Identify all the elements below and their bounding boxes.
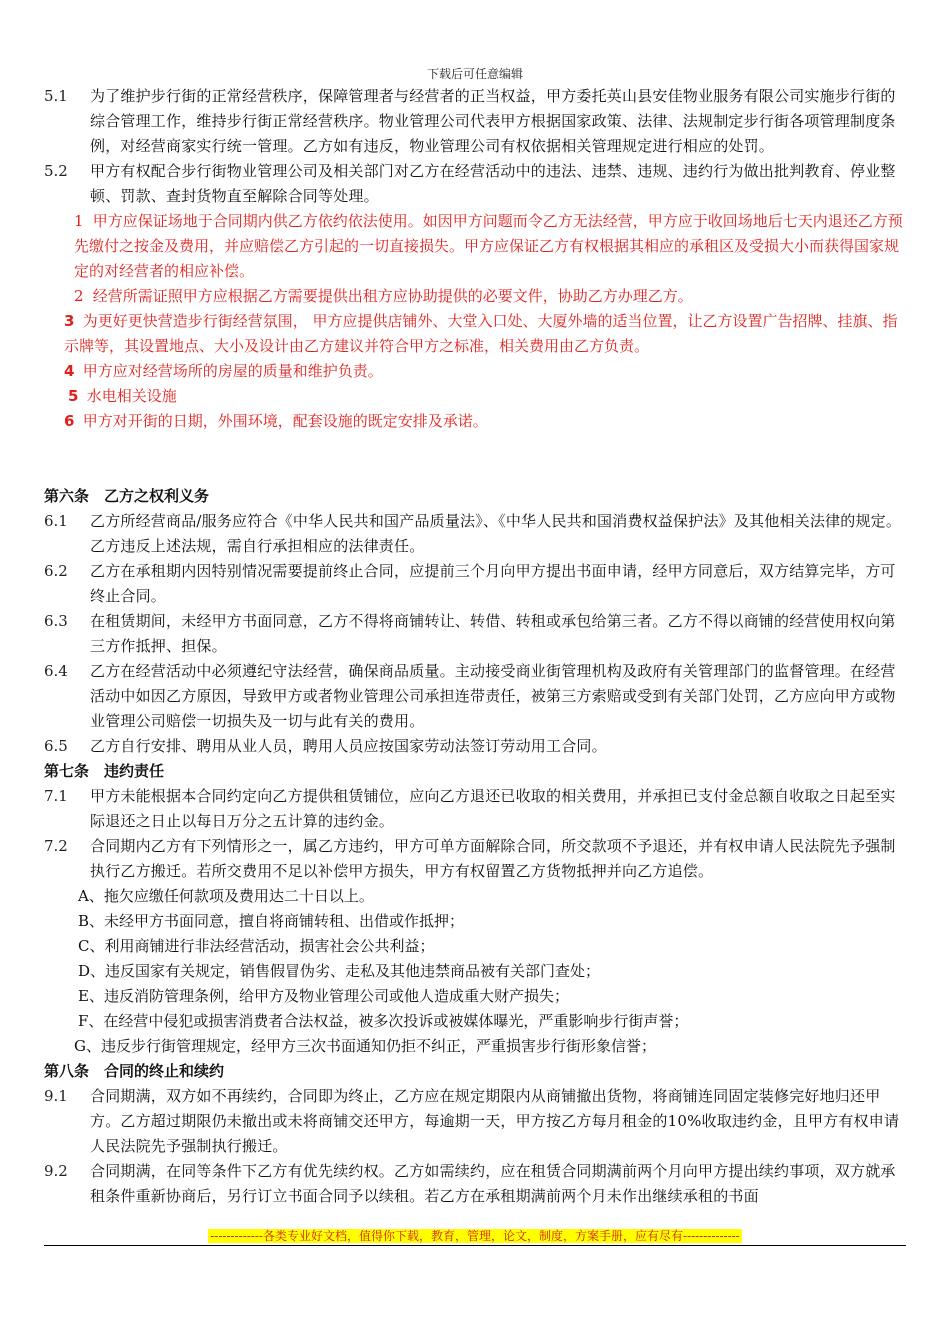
obligation-item-2: 2 经营所需证照甲方应根据乙方需要提供出租方应协助提供的必要文件，协助乙方办理乙方。 bbox=[74, 287, 693, 305]
clause-text: 甲方未能根据本合同约定向乙方提供租赁铺位，应向乙方退还已收取的相关费用，并承担已支付金总额自收取之日起至实际退还之日止以每日万分之五计算的违约金。 bbox=[90, 787, 896, 830]
clause-text: 乙方在承租期内因特别情况需要提前终止合同，应提前三个月向甲方提出书面申请，经甲方同意后，双方结算完毕，方可终止合同。 bbox=[90, 562, 896, 605]
party-a-obligations-list bbox=[64, 209, 910, 434]
clause-5-2 bbox=[44, 159, 910, 209]
obligation-item-6: 6 甲方对开街的日期，外围环境，配套设施的既定安排及承诺。 bbox=[64, 412, 488, 430]
clause-6-3 bbox=[44, 609, 910, 659]
obligation-item-5: 5 水电相关设施 bbox=[68, 387, 177, 405]
clause-number: 5.1 bbox=[44, 87, 68, 105]
section-heading-6: 第六条 乙方之权利义务 bbox=[44, 487, 210, 505]
section-gap bbox=[44, 434, 910, 484]
clause-text: 合同期内乙方有下列情形之一，属乙方违约，甲方可单方面解除合同，所交款项不予退还，并有权申请人民法院先予强制执行乙方搬迁。若所交费用不足以补偿甲方损失，甲方有权留置乙方货物抵押并向乙方追偿。 bbox=[90, 837, 896, 880]
obligation-text: 甲方应保证场地于合同期内供乙方依约依法使用。如因甲方问题而令乙方无法经营，甲方应于收回场地后七天内退还乙方预先缴付之按金及费用，并应赔偿乙方引起的一切直接损失。甲方应保证乙方有权根据其相应的承租区及受损大小而获得国家规定的对经营者的相应补偿。 bbox=[74, 212, 903, 280]
clause-6-4 bbox=[44, 659, 910, 734]
page-header-note: 下载后可任意编辑 bbox=[426, 67, 523, 81]
clause-number: 9.2 bbox=[44, 1162, 68, 1180]
clause-number: 7.1 bbox=[44, 787, 68, 805]
obligation-text: 甲方应对经营场所的房屋的质量和维护负责。 bbox=[82, 362, 383, 380]
clause-number: 6.5 bbox=[44, 737, 68, 755]
clause-number: 6.4 bbox=[44, 662, 68, 680]
clause-9-2 bbox=[44, 1159, 910, 1209]
clause-text: 乙方所经营商品/服务应符合《中华人民共和国产品质量法》、《中华人民共和国消费权益保护法》及其他相关法律的规定。乙方违反上述法规，需自行承担相应的法律责任。 bbox=[90, 512, 902, 555]
clause-number: 6.2 bbox=[44, 562, 68, 580]
clause-6-2 bbox=[44, 559, 910, 609]
obligation-text: 甲方对开街的日期，外围环境，配套设施的既定安排及承诺。 bbox=[82, 412, 488, 430]
clause-number: 5.2 bbox=[44, 162, 68, 180]
obligation-item-3: 3 为更好更快营造步行街经营氛围， 甲方应提供店铺外、大堂入口处、大厦外墙的适当位置，让乙方设置广告招牌、挂旗、指示牌等，其设置地点、大小及设计由乙方建议并符合甲方之标准，相关费用由乙方负责。 bbox=[64, 312, 898, 355]
clause-text: 合同期满，双方如不再续约，合同即为终止，乙方应在规定期限内从商铺撤出货物，将商铺连同固定装修完好地归还甲方。乙方超过期限仍未撤出或未将商铺交还甲方，每逾期一天，甲方按乙方每月租金的10%收取违约金，且甲方有权申请人民法院先予强制执行搬迁。 bbox=[90, 1087, 900, 1155]
obligation-item-4: 4 甲方应对经营场所的房屋的质量和维护负责。 bbox=[64, 362, 383, 380]
obligation-text: 水电相关设施 bbox=[86, 387, 177, 405]
clause-text: 在租赁期间，未经甲方书面同意，乙方不得将商铺转让、转借、转租或承包给第三者。乙方不得以商铺的经营使用权向第三方作抵押、担保。 bbox=[90, 612, 896, 655]
breach-item-f: F、在经营中侵犯或损害消费者合法权益，被多次投诉或被媒体曝光，严重影响步行街声誉； bbox=[78, 1012, 689, 1030]
obligation-text: 为更好更快营造步行街经营氛围， 甲方应提供店铺外、大堂入口处、大厦外墙的适当位置，让乙方设置广告招牌、挂旗、指示牌等，其设置地点、大小及设计由乙方建议并符合甲方之标准，相关费用由乙方负责。 bbox=[64, 312, 898, 355]
footer-promo-text: -------------各类专业好文档，值得你下载，教育，管理，论文，制度，方案手册，应有尽有-------------- bbox=[210, 1229, 740, 1243]
obligation-item-1: 1 甲方应保证场地于合同期内供乙方依约依法使用。如因甲方问题而令乙方无法经营，甲方应于收回场地后七天内退还乙方预先缴付之按金及费用，并应赔偿乙方引起的一切直接损失。甲方应保证乙方有权根据其相应的承租区及受损大小而获得国家规定的对经营者的相应补偿。 bbox=[74, 212, 903, 280]
clause-number: 9.1 bbox=[44, 1087, 68, 1105]
clause-9-1 bbox=[44, 1084, 910, 1159]
clause-text: 甲方有权配合步行街物业管理公司及相关部门对乙方在经营活动中的违法、违禁、违规、违约行为做出批判教育、停业整顿、罚款、查封货物直至解除合同等处理。 bbox=[90, 162, 896, 205]
clause-6-1 bbox=[44, 509, 910, 559]
clause-text: 乙方自行安排、聘用从业人员，聘用人员应按国家劳动法签订劳动用工合同。 bbox=[90, 737, 607, 755]
clause-7-2 bbox=[44, 834, 910, 884]
breach-item-d: D、违反国家有关规定，销售假冒伪劣、走私及其他违禁商品被有关部门查处； bbox=[78, 962, 601, 980]
section-heading-7: 第七条 违约责任 bbox=[44, 762, 165, 780]
breach-item-a: A、拖欠应缴任何款项及费用达二十日以上。 bbox=[78, 887, 374, 905]
clause-text: 乙方在经营活动中必须遵纪守法经营，确保商品质量。主动接受商业街管理机构及政府有关管理部门的监督管理。在经营活动中如因乙方原因，导致甲方或者物业管理公司承担连带责任，被第三方索赔或受到有关部门处罚，乙方应向甲方或物业管理公司赔偿一切损失及一切与此有关的费用。 bbox=[90, 662, 896, 730]
footer-promo-banner bbox=[0, 1229, 950, 1243]
footer-divider bbox=[44, 1245, 906, 1246]
clause-number: 6.1 bbox=[44, 512, 68, 530]
breach-item-b: B、未经甲方书面同意，擅自将商铺转租、出借或作抵押； bbox=[78, 912, 465, 930]
obligation-text: 经营所需证照甲方应根据乙方需要提供出租方应协助提供的必要文件，协助乙方办理乙方。 bbox=[92, 287, 693, 305]
document-body bbox=[44, 84, 910, 1209]
section-heading-8: 第八条 合同的终止和续约 bbox=[44, 1062, 225, 1080]
clause-number: 6.3 bbox=[44, 612, 68, 630]
clause-7-1 bbox=[44, 784, 910, 834]
breach-item-c: C、利用商铺进行非法经营活动，损害社会公共利益； bbox=[78, 937, 435, 955]
clause-5-1 bbox=[44, 84, 910, 159]
clause-text: 合同期满，在同等条件下乙方有优先续约权。乙方如需续约，应在租赁合同期满前两个月向甲方提出续约事项，双方就承租条件重新协商后，另行订立书面合同予以续租。若乙方在承租期满前两个月未作出继续承租的书面 bbox=[90, 1162, 896, 1205]
clause-6-5 bbox=[44, 734, 910, 759]
clause-number: 7.2 bbox=[44, 837, 68, 855]
clause-text: 为了维护步行街的正常经营秩序，保障管理者与经营者的正当权益，甲方委托英山县安佳物业服务有限公司实施步行街的综合管理工作，维持步行街正常经营秩序。物业管理公司代表甲方根据国家政策、法律、法规制定步行街各项管理制度条例，对经营商家实行统一管理。乙方如有违反，物业管理公司有权依据相关管理规定进行相应的处罚。 bbox=[90, 87, 896, 155]
breach-item-e: E、违反消防管理条例，给甲方及物业管理公司或他人造成重大财产损失； bbox=[78, 987, 569, 1005]
breach-item-g: G、违反步行街管理规定，经甲方三次书面通知仍拒不纠正，严重损害步行街形象信誉； bbox=[74, 1037, 656, 1055]
